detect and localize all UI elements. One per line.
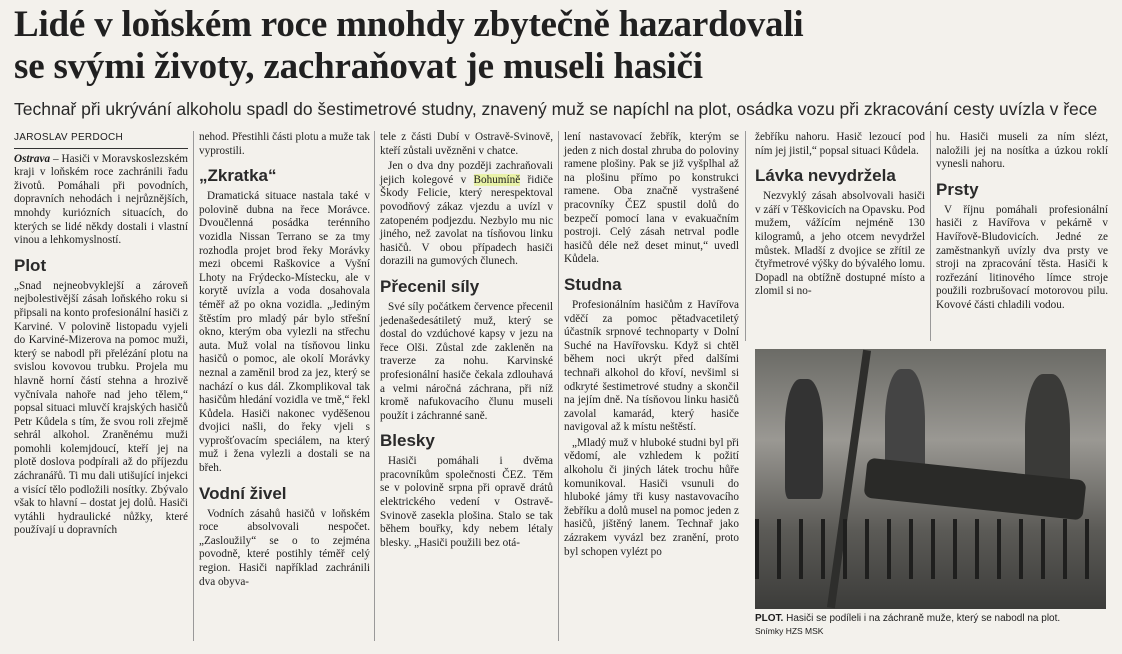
highlighted-word: Bohumíně xyxy=(473,173,521,186)
paragraph: hu. Hasiči museli za ním slézt, naložili jej na nosítka a úzkou roklí vynesli nahoru. xyxy=(936,131,1108,171)
paragraph: lení nastavovací žebřík, kterým se jeden z nich dostal zhruba do poloviny ramene plošiny. Pak se již vyšplhal až na plošinu přímo po konstrukci ramene. Oba značně vystrašené pracovníky ČEZ spustil dolů do bezpečí pomocí lana v evakuačním postroji. Celý zásah netrval podle hasičů déle než deset minut,“ uvedl Kůdela. xyxy=(564,131,739,266)
paragraph: Profesionálním hasičům z Havířova vděčí za pomoc pětadvacetiletý účastník srpnové technoparty v Dolní Suché na Havířovsku. Když si chtěl během noci ukrýt před dalšími technaři alkohol do křoví, nevšiml si odkryté šestimetrové studny a skončil na jejím dně. Na tísňovou linku hasičů zavolal kamarád, který hasiče navigoval až k místu neštěstí. xyxy=(564,298,739,434)
subheading-vodni-zivel: Vodní živel xyxy=(199,483,287,503)
paragraph: „Mladý muž v hluboké studni byl při vědomí, ale vzhledem k požití alkoholu či jiných látek trochu hůře komunikoval. Hasiči vsunuli do hluboké jámy tři kusy nastavovacího žebříku a dolů musel na pomoc jeden z hasičů, jištěný lanem. Technař jako zázrakem vyvázl bez zranění, proto byl schopen vylézt po xyxy=(564,436,739,558)
subtitle: Technař při ukrývání alkoholu spadl do šestimetrové studny, znavený muž se napíchl na plot, osádka vozu při zkracování cesty uvízla v řece xyxy=(14,99,1098,119)
paragraph: Vodních zásahů hasičů v loňském roce absolvovali nespočet. „Zasloužily“ se o to zejména povodně, které postihly téměř celý region. Hasiči například zachránili dva obyva- xyxy=(199,507,370,588)
paragraph: Ostrava – Hasiči v Moravskoslezském kraji v loňském roce zachránili řadu životů. Pomáhali při povodních, dopravních nehodách i nejrůznějších, mnohdy kuriózních situacích, do kterých se lidé někdy dostali i vlastní vinou a lehkomyslností. xyxy=(14,152,188,247)
headline xyxy=(14,4,1109,88)
photo-caption: PLOT. Hasiči se podíleli i na záchraně muže, který se nabodl na plot. Snímky HZS MSK xyxy=(755,612,1110,638)
paragraph: tele z části Dubí v Ostravě-Svinově, kteří zůstali uvězněni v chatce. xyxy=(380,131,553,157)
column-divider xyxy=(374,131,375,641)
paragraph: Jen o dva dny později zachraňovali jejich kolegové v Bohumíně řidiče Škody Felicie, který nerespektoval povodňový zákaz vjezdu a uvízl v zatopeném podjezdu. Nezbylo mu nic jiného, než zavolat na tísňovou linku hasičů. V obou případech hasiči dorazili na gumových člunech. xyxy=(380,160,554,268)
column-divider xyxy=(558,131,559,641)
photo-credit: Snímky HZS MSK xyxy=(755,626,824,636)
column-5 xyxy=(755,131,925,301)
paragraph: „Snad nejneobvyklejší a zároveň nejbolestivější zásah loňského roku si připsali na konto profesionální hasiči z Karviné. V polovině listopadu vyjeli do Karviné-Mizerova na pomoc muži, který se nabodl při přelézání plotu na svislou kovovou trubku. Projela mu hlavně horní částí stehna a hrozivě vyčnívala nahoře nad jeho tělem,“ popsal situaci mluvčí krajských hasičů Petr Kůdela s tím, že svou roli zřejmě sehrál alkohol. Zraněnému muži pomohli kolemjdoucí, kteří jej na plotě doslova podpírali až do příjezdu záchranářů. Ti mu dali utišující injekci a visící tělo podložili nosítky. Zbývalo však to hlavní – dostat jej dolů. Hasiči vytáhli hydraulické nůžky, které používají u dopravních xyxy=(14,279,188,537)
column-1 xyxy=(14,131,188,540)
subheading-prsty: Prsty xyxy=(936,179,979,199)
headline-line-1: Lidé v loňském roce mnohdy zbytečně hazardovali xyxy=(14,4,804,45)
subheading-precenil-sily: Přecenil síly xyxy=(380,276,480,296)
column-divider xyxy=(745,131,746,341)
column-3 xyxy=(380,131,553,552)
paragraph: Své síly počátkem července přecenil jedenašedesátiletý muž, který se dostal do vzdúchové kapsy v jezu na řece Olši. Zůstal zde zakleněn na traverze za nohu. Karvinské profesionální hasiče čekala zdlouhavá a velmi náročná záchrana, při níž kromě nafukovacího člunu museli použít i záchranné saně. xyxy=(380,300,553,422)
author-byline: JAROSLAV PERDOCH xyxy=(14,131,188,149)
column-6 xyxy=(936,131,1108,315)
subheading-studna: Studna xyxy=(564,274,622,294)
subheading-zkratka: „Zkratka“ xyxy=(199,166,277,186)
column-4 xyxy=(564,131,739,561)
rescue-photo xyxy=(755,349,1106,609)
paragraph: Hasiči pomáhali i dvěma pracovníkům společnosti ČEZ. Těm se v polovině srpna při opravě drátů elektrického vedení v Ostravě-Svinově zasekla plošina. Stalo se tak během bouřky, kdy nebem létaly blesky. „Hasiči použili bez otá- xyxy=(380,455,553,549)
column-divider xyxy=(930,131,931,341)
caption-label: PLOT. xyxy=(755,613,784,624)
subheading-lavka-nevydrzela: Lávka nevydržela xyxy=(755,166,896,186)
subheading-blesky: Blesky xyxy=(380,431,435,451)
paragraph: nehod. Přestihli části plotu a muže tak vyprostili. xyxy=(199,131,370,157)
paragraph: žebříku nahoru. Hasič lezoucí pod ním jej jistil,“ popsal situaci Kůdela. xyxy=(755,131,925,157)
dateline: Ostrava xyxy=(14,152,51,165)
paragraph: Dramatická situace nastala také v polovině dubna na řece Morávce. Dvoučlenná posádka terénního vozidla Nissan Terrano se za tmy rozhodla projet brod řeky Morávky mezi obcemi Raškovice a Vyšní Lhoty na Frýdecko-Místecku, ale v korytě uvízla a voda dosahovala téměř až po okna vozidla. „Jediným štěstím pro mladý pár bylo střešní okno, kterým oba vylezli na střechu auta. Muž volal na tísňovou linku hasičů o pomoc, ale okolí Morávky neznal a zaměnil brod za jez, který se nachází o kus dál. Zkomplikoval tak hasičům hledání vozidla ve tmě,“ řekl Kůdela. Hasiči nakonec vyděšenou dvojici našli, do řeky vjeli s vyprošťovacím speciálem, na který muž i žena vylezli a dostali se na břeh. xyxy=(199,190,370,475)
paragraph: Nezvyklý zásah absolvovali hasiči v září v Těškovicích na Opavsku. Pod mužem, vážícím nejméně 130 kilogramů, a jeho otcem nevydržel můstek. Mladší z dvojice se zřítil ze čtyřmetrové výšky do bývalého lomu. Dopadl na obtížně dostupné místo a zlomil si no- xyxy=(755,190,925,298)
paragraph: V říjnu pomáhali profesionální hasiči z Havířova v pekárně v Havířově-Bludovicích. Jedné ze zaměstnankyň uvízly dva prsty ve stroji na zpracování těsta. Hasiči k rozřezání litinového límce stroje použili rozbrušovací motorovou pilu. Kovové části chladili vodou. xyxy=(936,203,1108,311)
subheading-plot: Plot xyxy=(14,255,47,275)
headline-line-2: se svými životy, zachraňovat je museli hasiči xyxy=(14,46,703,87)
column-2 xyxy=(199,131,370,591)
column-divider xyxy=(193,131,194,641)
